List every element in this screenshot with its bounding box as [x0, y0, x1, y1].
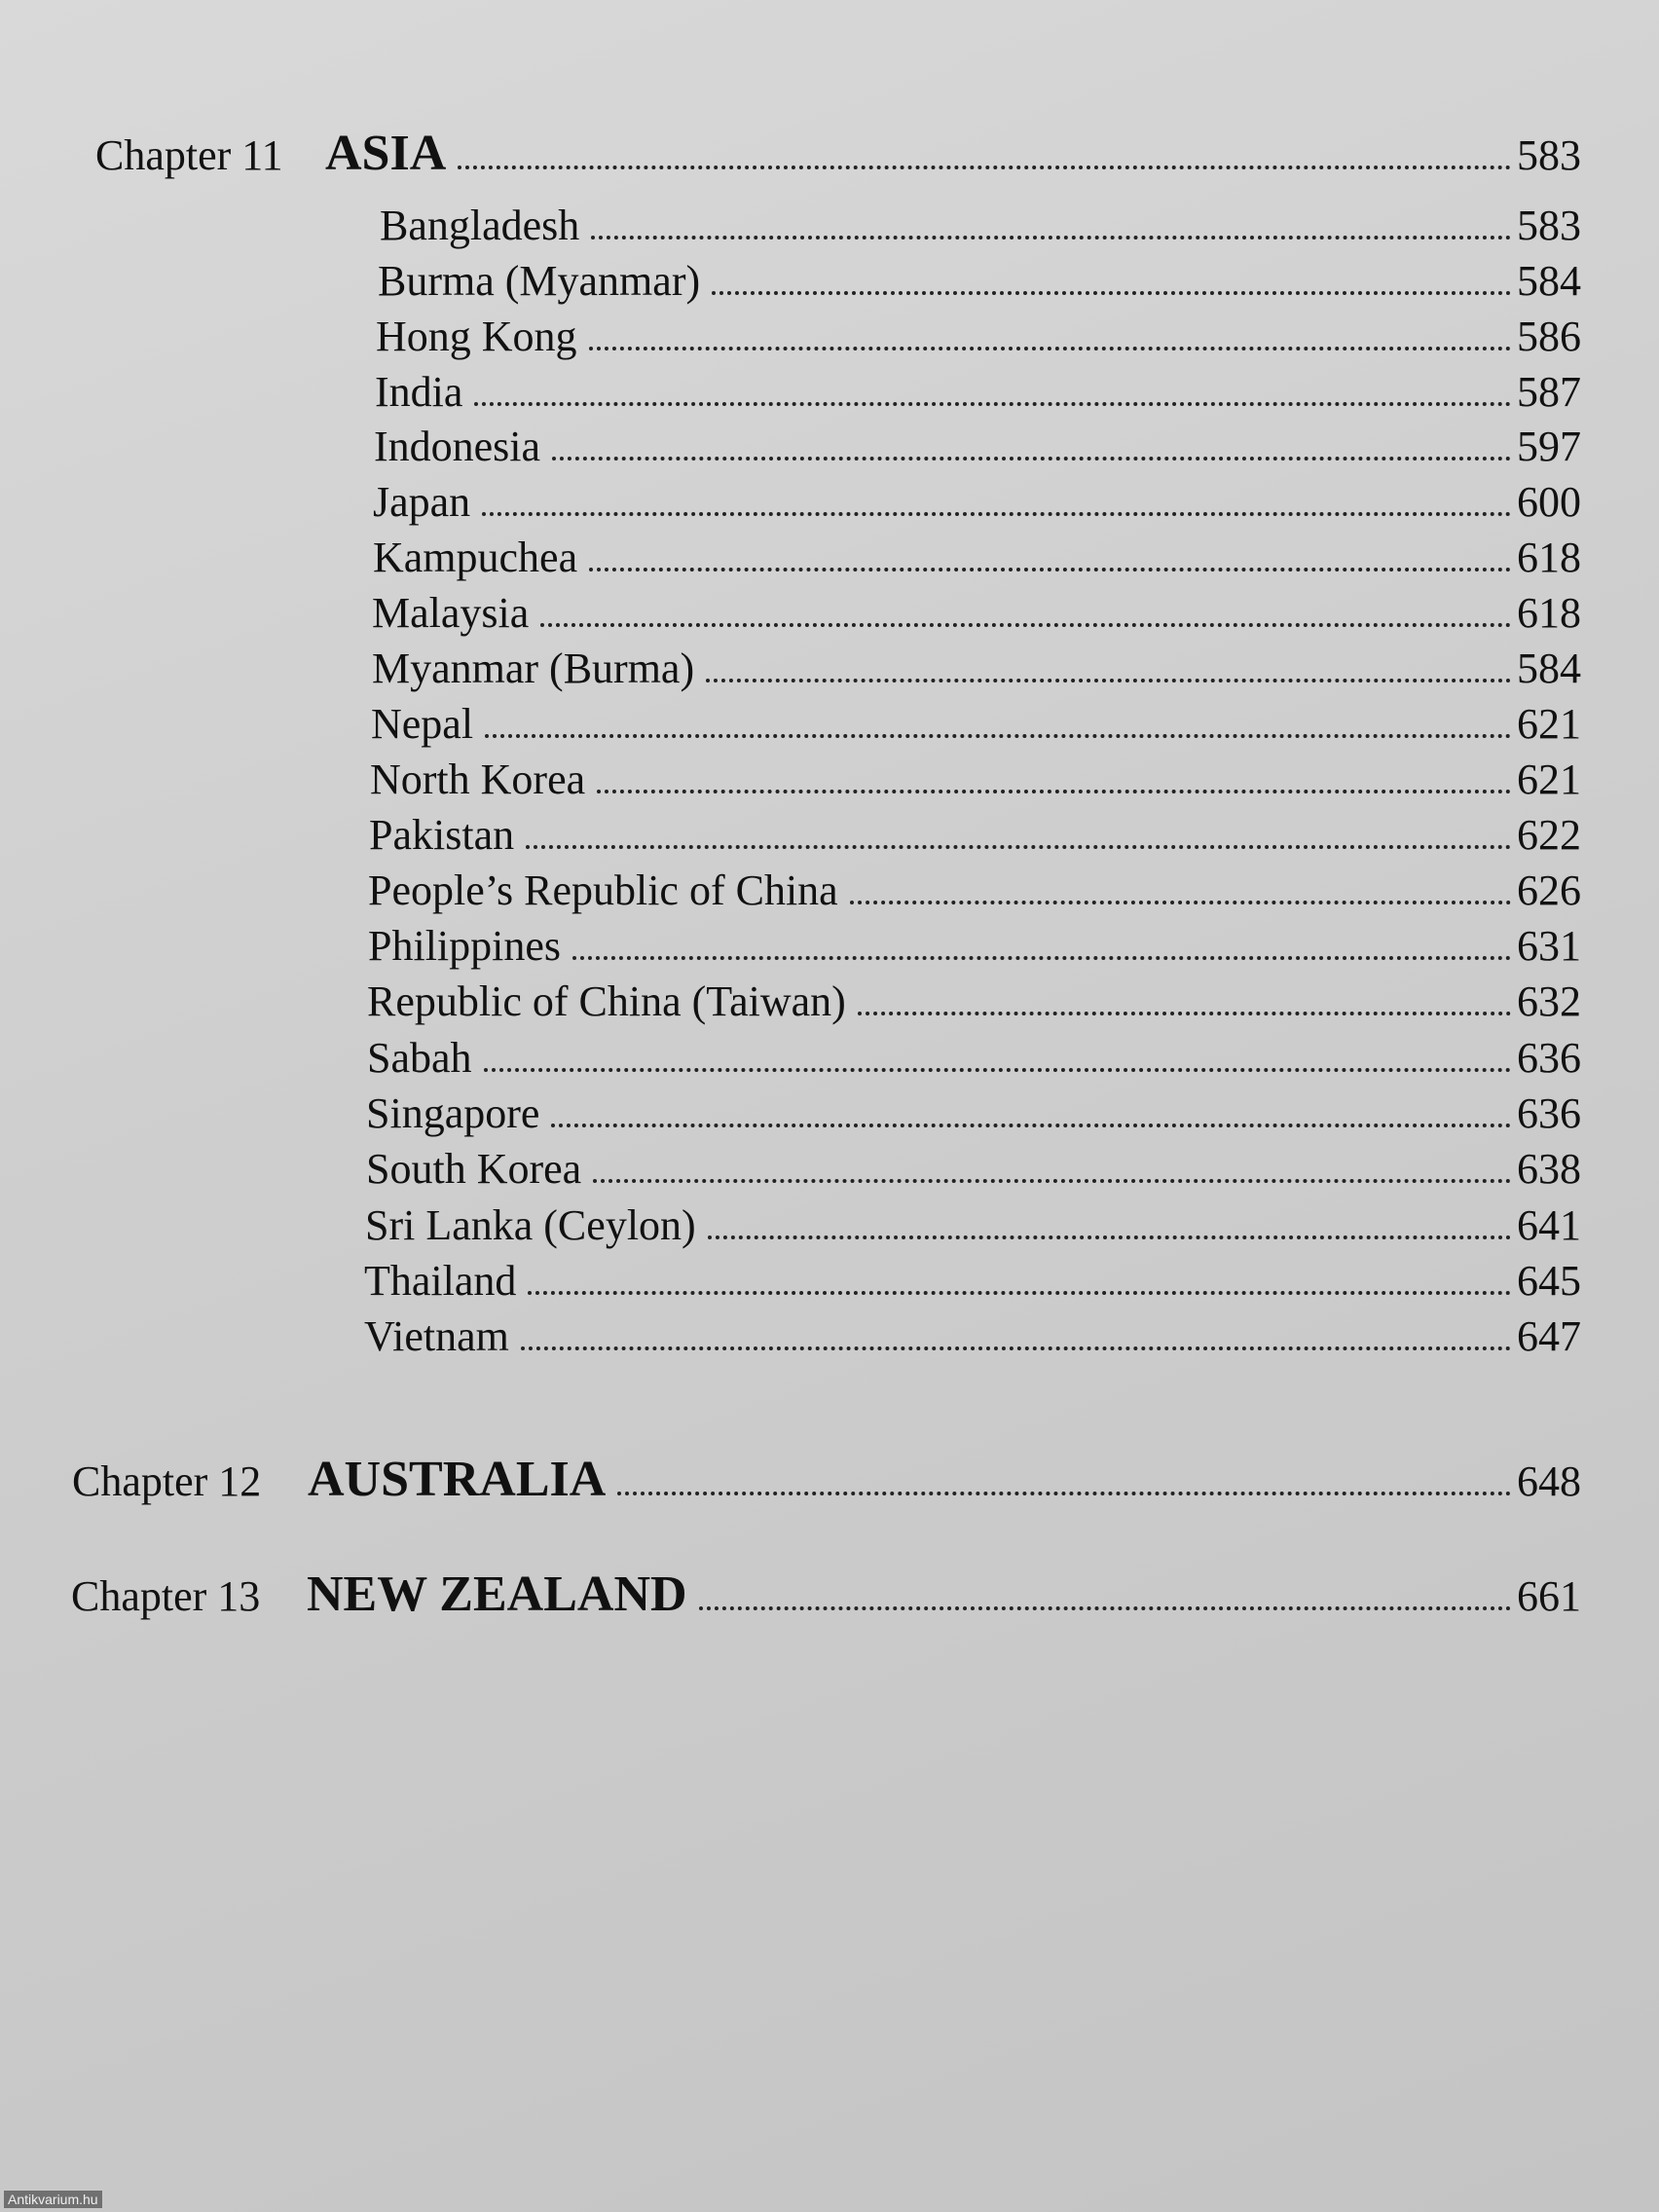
page-number: 636 — [1517, 1034, 1581, 1082]
entry-name: Malaysia — [372, 589, 530, 637]
dot-leader — [699, 1605, 1511, 1610]
dot-leader — [593, 1178, 1511, 1183]
toc-entry — [372, 644, 1581, 693]
toc-entry — [368, 921, 1581, 971]
entry-name: Sabah — [367, 1034, 472, 1082]
page-number: 622 — [1517, 811, 1581, 859]
dot-leader — [552, 456, 1511, 461]
page-number: 638 — [1517, 1145, 1581, 1193]
toc-entry — [364, 1311, 1581, 1361]
toc-entry — [367, 977, 1581, 1026]
toc-entry — [368, 866, 1581, 915]
page-number: 587 — [1517, 368, 1581, 416]
dot-leader — [484, 1067, 1511, 1072]
dot-leader — [850, 900, 1511, 904]
chapter-label: Chapter 12 — [72, 1457, 262, 1505]
page-number: 636 — [1517, 1089, 1581, 1137]
entry-name: Republic of China (Taiwan) — [367, 977, 846, 1025]
entry-name: Pakistan — [369, 811, 515, 859]
toc-entry — [378, 256, 1581, 306]
page-number: 618 — [1517, 534, 1581, 581]
dot-leader — [706, 678, 1511, 682]
entry-name: Burma (Myanmar) — [378, 257, 701, 305]
page-number: 641 — [1517, 1201, 1581, 1249]
dot-leader — [617, 1491, 1511, 1495]
toc-entry — [366, 1144, 1581, 1194]
entry-name: Thailand — [364, 1257, 517, 1305]
page-number: 621 — [1517, 756, 1581, 803]
entry-name: Nepal — [371, 700, 474, 748]
toc-entry — [373, 477, 1581, 527]
toc-entry — [366, 1088, 1581, 1138]
entry-name: Sri Lanka (Ceylon) — [365, 1201, 696, 1249]
toc-entry — [365, 1200, 1581, 1250]
toc-entry — [372, 588, 1581, 638]
page-number: 600 — [1517, 478, 1581, 526]
toc-entry — [376, 312, 1581, 361]
page-number: 621 — [1517, 700, 1581, 748]
toc-entry — [380, 201, 1581, 250]
page-number: 661 — [1517, 1572, 1581, 1620]
toc-entry — [364, 1256, 1581, 1306]
dot-leader — [526, 844, 1511, 849]
dot-leader — [482, 511, 1511, 516]
toc-entry — [371, 699, 1581, 749]
dot-leader — [712, 290, 1511, 295]
page-number: 583 — [1517, 131, 1581, 179]
entry-name: South Korea — [366, 1145, 582, 1193]
dot-leader — [551, 1123, 1511, 1127]
page-number: 586 — [1517, 313, 1581, 360]
toc-entry — [367, 1033, 1581, 1083]
toc-entry — [374, 422, 1581, 471]
page-number: 583 — [1517, 202, 1581, 249]
page-number: 584 — [1517, 257, 1581, 305]
page-number: 626 — [1517, 866, 1581, 914]
dot-leader — [528, 1290, 1511, 1295]
entry-name: Hong Kong — [376, 313, 577, 360]
page-number: 648 — [1517, 1457, 1581, 1505]
dot-leader — [589, 567, 1511, 571]
dot-leader — [540, 622, 1511, 627]
chapter-12-row — [72, 1451, 1581, 1508]
page-number: 597 — [1517, 423, 1581, 470]
page-number: 631 — [1517, 922, 1581, 970]
toc-entry — [373, 533, 1581, 582]
watermark: Antikvarium.hu — [4, 2191, 102, 2208]
entry-name: North Korea — [370, 756, 586, 803]
dot-leader — [589, 346, 1511, 350]
chapter-13-row — [71, 1566, 1581, 1623]
chapter-title: ASIA — [325, 126, 447, 181]
entry-name: Bangladesh — [380, 202, 580, 249]
entry-name: Singapore — [366, 1089, 540, 1137]
toc-entry — [369, 810, 1581, 860]
page-number: 618 — [1517, 589, 1581, 637]
entry-name: Myanmar (Burma) — [372, 645, 695, 692]
page-number: 632 — [1517, 977, 1581, 1025]
toc-entry — [370, 755, 1581, 804]
dot-leader — [708, 1235, 1511, 1239]
page-number: 647 — [1517, 1312, 1581, 1360]
chapter-title: NEW ZEALAND — [307, 1567, 687, 1622]
toc-entry — [375, 367, 1581, 417]
dot-leader — [521, 1346, 1511, 1350]
chapter-label: Chapter 13 — [71, 1572, 261, 1620]
entry-name: People’s Republic of China — [368, 866, 838, 914]
page-number: 584 — [1517, 645, 1581, 692]
entry-name: Vietnam — [364, 1312, 509, 1360]
entry-name: Kampuchea — [373, 534, 578, 581]
dot-leader — [458, 165, 1511, 169]
page-number: 645 — [1517, 1257, 1581, 1305]
dot-leader — [474, 401, 1511, 406]
chapter-label: Chapter 11 — [95, 131, 283, 179]
dot-leader — [858, 1011, 1511, 1015]
entry-name: Philippines — [368, 922, 562, 970]
entry-name: India — [375, 368, 463, 416]
dot-leader — [597, 789, 1511, 793]
dot-leader — [485, 733, 1511, 738]
entry-name: Indonesia — [374, 423, 541, 470]
dot-leader — [572, 955, 1511, 960]
dot-leader — [591, 235, 1511, 240]
chapter-11-row — [95, 125, 1581, 182]
chapter-title: AUSTRALIA — [308, 1452, 607, 1507]
entry-name: Japan — [373, 478, 471, 526]
